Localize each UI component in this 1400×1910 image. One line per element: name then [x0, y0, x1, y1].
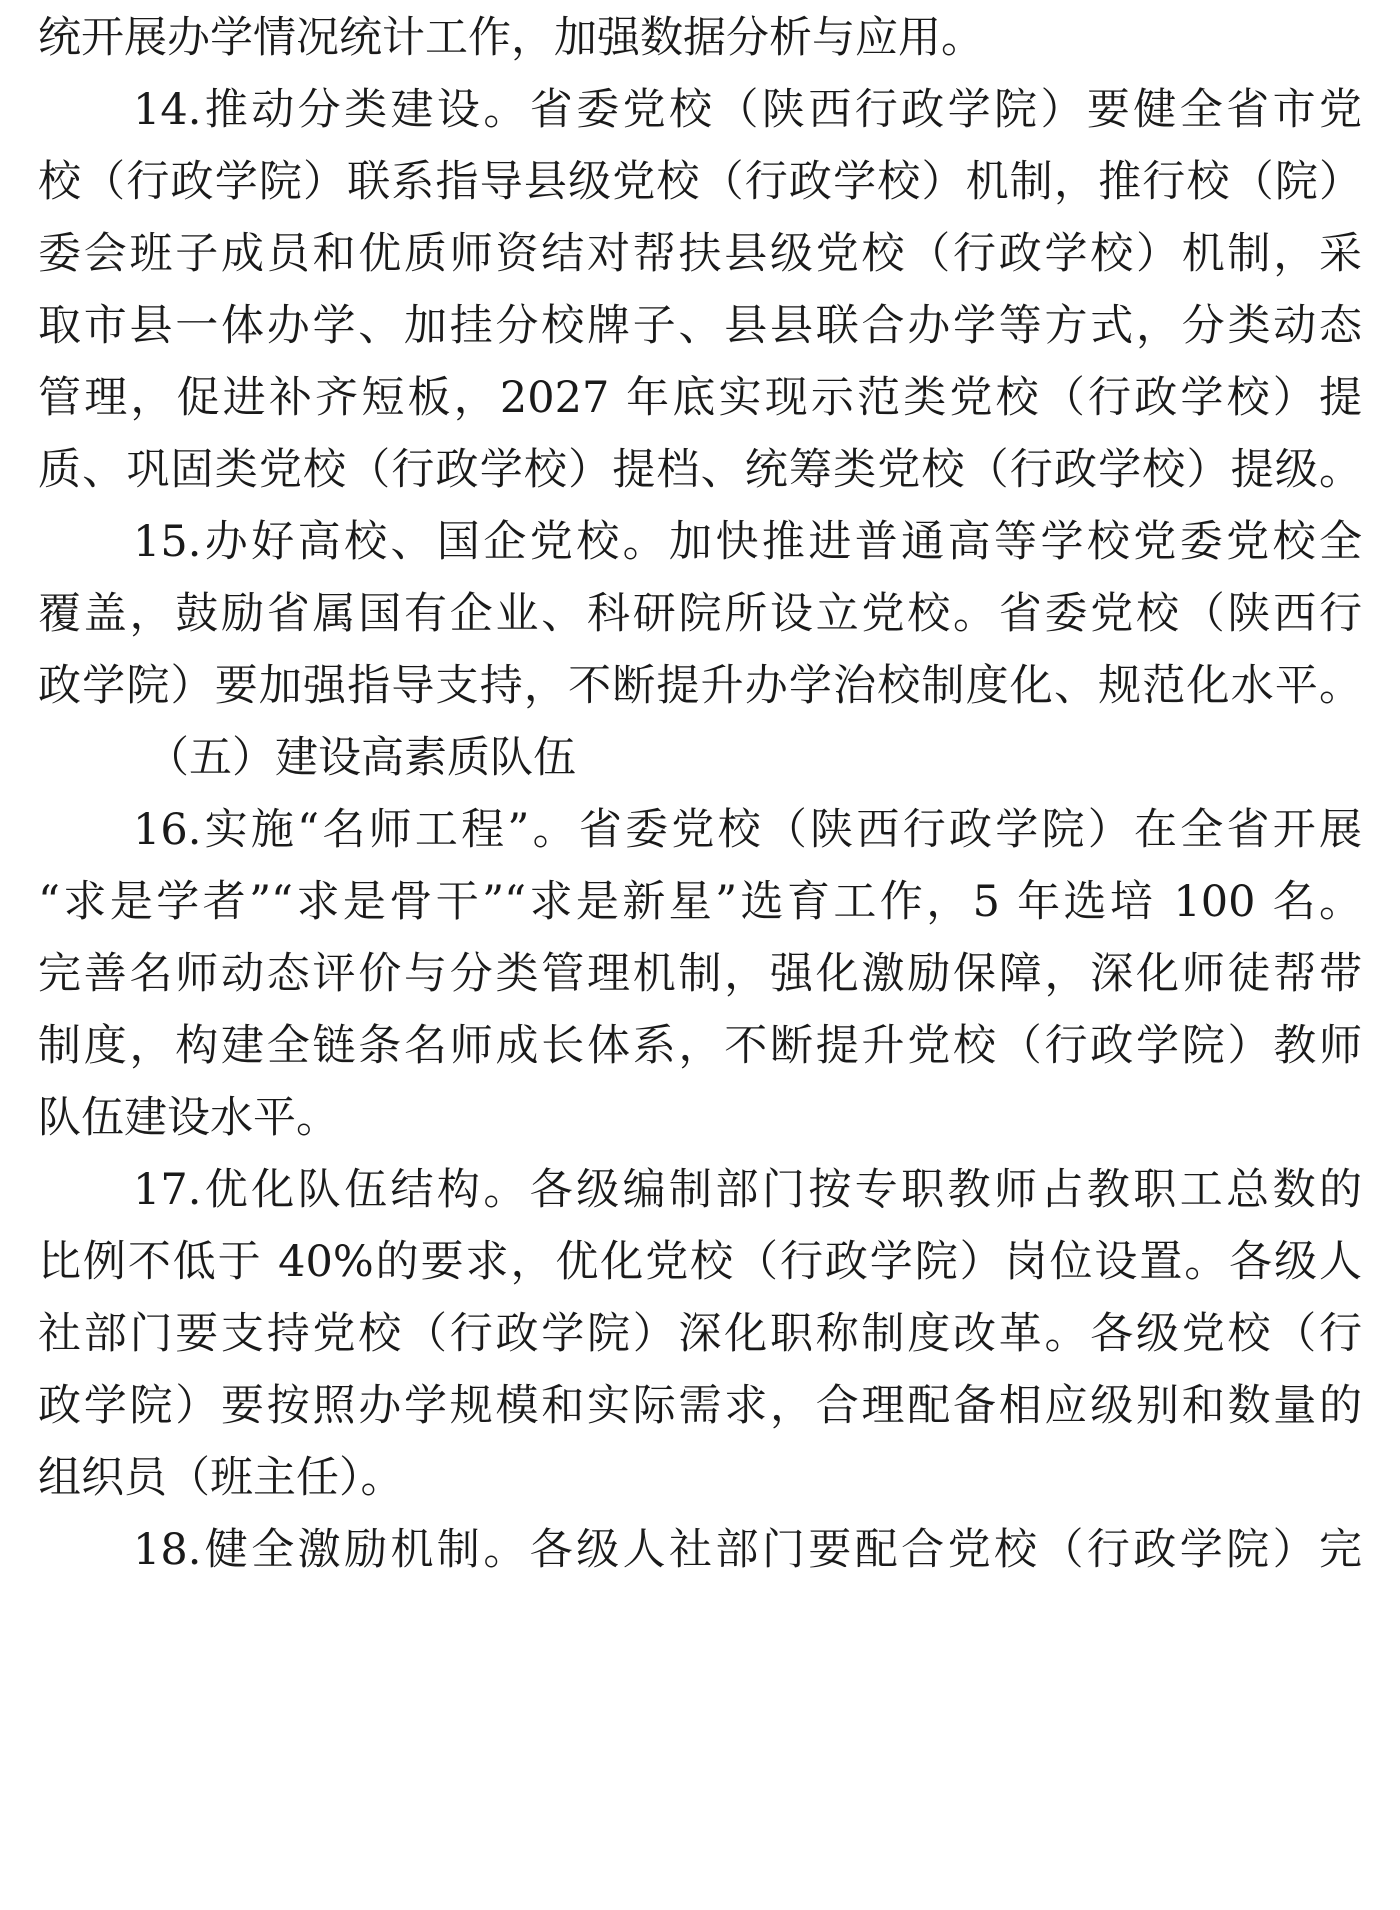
body-text-line: 组织员（班主任）。 [38, 1453, 404, 1503]
body-text-line: 取市县一体办学、加挂分校牌子、县县联合办学等方式，分类动态 [38, 301, 1362, 351]
body-text-line: 委会班子成员和优质师资结对帮扶县级党校（行政学校）机制，采 [38, 229, 1362, 279]
paragraph-14-start: 14.推动分类建设。省委党校（陕西行政学院）要健全省市党 [133, 85, 1362, 135]
body-text-line: 统开展办学情况统计工作，加强数据分析与应用。 [38, 13, 984, 63]
body-text-line: 政学院）要加强指导支持，不断提升办学治校制度化、规范化水平。 [38, 661, 1362, 711]
paragraph-18-start: 18.健全激励机制。各级人社部门要配合党校（行政学院）完 [133, 1525, 1362, 1575]
section-heading: （五）建设高素质队伍 [146, 733, 576, 783]
body-text-line: 校（行政学院）联系指导县级党校（行政学校）机制，推行校（院） [38, 157, 1362, 207]
body-text-line: 质、巩固类党校（行政学校）提档、统筹类党校（行政学校）提级。 [38, 445, 1362, 495]
body-text-line: 管理，促进补齐短板，2027 年底实现示范类党校（行政学校）提 [38, 373, 1362, 423]
paragraph-16-start: 16.实施“名师工程”。省委党校（陕西行政学院）在全省开展 [133, 805, 1362, 855]
body-text-line: 队伍建设水平。 [38, 1093, 339, 1143]
body-text-line: 比例不低于 40%的要求，优化党校（行政学院）岗位设置。各级人 [38, 1237, 1362, 1287]
paragraph-17-start: 17.优化队伍结构。各级编制部门按专职教师占教职工总数的 [133, 1165, 1362, 1215]
body-text-line: 覆盖，鼓励省属国有企业、科研院所设立党校。省委党校（陕西行 [38, 589, 1362, 639]
body-text-line: 完善名师动态评价与分类管理机制，强化激励保障，深化师徒帮带 [38, 949, 1362, 999]
paragraph-15-start: 15.办好高校、国企党校。加快推进普通高等学校党委党校全 [133, 517, 1362, 567]
body-text-line: 社部门要支持党校（行政学院）深化职称制度改革。各级党校（行 [38, 1309, 1362, 1359]
body-text-line: 制度，构建全链条名师成长体系，不断提升党校（行政学院）教师 [38, 1021, 1362, 1071]
body-text-line: “求是学者”“求是骨干”“求是新星”选育工作，5 年选培 100 名。 [38, 877, 1362, 927]
body-text-line: 政学院）要按照办学规模和实际需求，合理配备相应级别和数量的 [38, 1381, 1362, 1431]
